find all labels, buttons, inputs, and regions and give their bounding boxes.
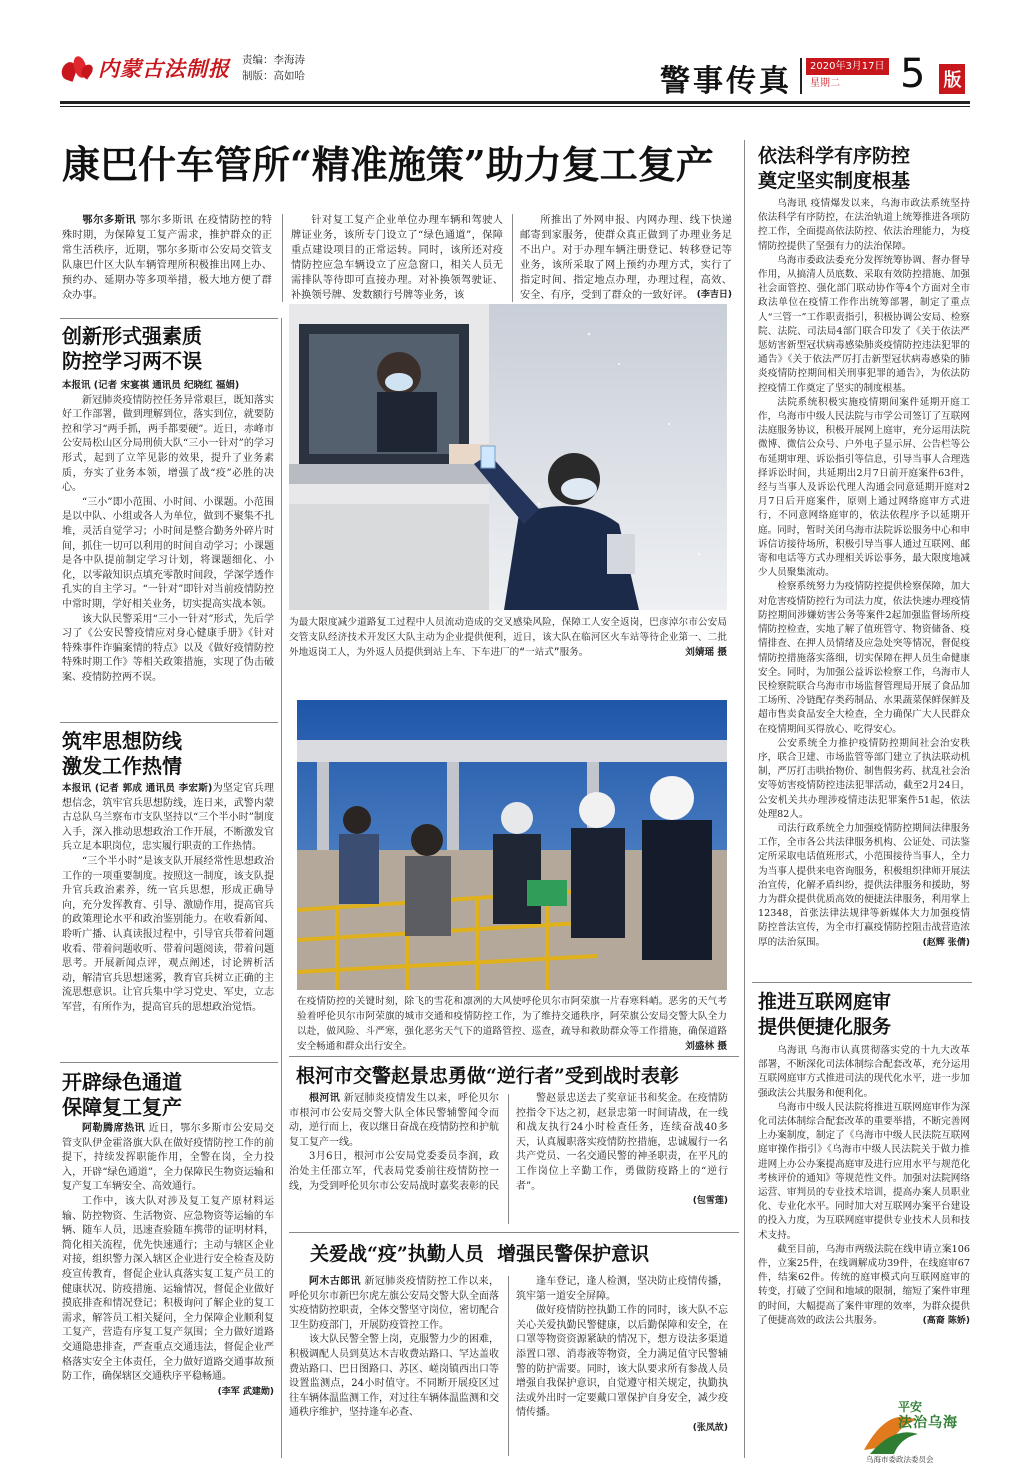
column-divider xyxy=(512,214,513,302)
lead-col-2 xyxy=(291,213,503,305)
court-para: 截至目前，乌海市两级法院在线申请立案106件，立案25件，在线调解成功39件，在线庭审67件，结案62件。传统的庭审模式向互联网庭审的转变，打破了空间和地域的限制，缩短了案件审理的时间，大幅提高了案件审理的效率，为群众提供了便捷高效的政法公共服务。 xyxy=(758,1243,970,1326)
genhe-col2-text: 警赵景忠送去了奖章证书和奖金。在疫情防控指令下达之初，赵景忠第一时间请战，在一线和战友执行24小时检查任务，连续奋战40多天，认真履职落实疫情防控措施，忠诚履行一名共产党员、一名交通民警的神圣职责，在平凡的工作岗位上辛勤工作，勇做防疫路上的“逆行者”。 xyxy=(516,1093,728,1192)
law-para: 乌海市委政法委充分发挥统筹协调、督办督导作用，从搞清人员底数、采取有效防控措施、加强社会面管控、强化部门联动协作等4个方面对全市政法单位在疫情工作作出统筹部署，制定了重点人“三管一”工作职责指引，积极协调公安局、检察院、法院、司法局4部门联合印发了《关于依法严惩妨害新型冠状病毒感染肺炎疫情防控违法犯罪的通告》《关于依法严厉打击新型冠状病毒感染的肺炎疫情防控期间相关刑事犯罪的通告》，为依法防控疫情工作奠定了坚实的制度根基。 xyxy=(758,254,970,394)
ideology-para: “三个半小时”是该支队开展经常性思想政治工作的一项重要制度。按照这一制度，该支队提升官兵政治素养，统一官兵思想，形成正确导向，充分发挥教育、引导、激励作用，提高官兵的政策理论水平和政治鉴别能力。在收看新闻、聆听广播、认真读报过程中，引导官兵带着问题收看、带着问题收听、带着问题阅读，带着问题思考。开展新闻点评，观点阐述，讨论辨析活动，解清官兵思想迷雾，教育官兵树立正确的主流思想意识。让官兵集中学习党史、军史，立志军营，有所作为，提高官兵的思想政治觉悟。 xyxy=(62,855,274,1013)
green-headline-line2: 保障复工复产 xyxy=(62,1095,182,1119)
photo1-caption xyxy=(289,615,727,677)
producer-name: 制版：高如哈 xyxy=(242,70,305,82)
genhe-col-1 xyxy=(289,1092,499,1227)
study-headline xyxy=(62,324,272,374)
column-divider xyxy=(282,214,283,302)
masthead-rule xyxy=(60,101,970,104)
lead-col2-text: 针对复工复产企业单位办理车辆和驾驶人牌证业务，该所专门设立了“绿色通道”，保障重点建设项目的正常运转。同时，该所还对疫情防控应急车辆设立了应急窗口，相关人员无需排队等待即可直接办理。对补换领驾驶证、补换领号牌、发数额行号牌等业务，该 xyxy=(291,215,503,302)
green-para: 工作中，该大队对涉及复工复产原材料运输、防控物资、生活物资、应急物资等运输的车辆、随车人员，迅速查验随车携带的证明材料，简化相关流程，优先快速通行；主动与辖区企业对接，组织警力深入辖区企业进行安全检查及防疫宣传教育，督促企业认真落实复工复产员工的健康状况、防疫措施、运输情况，督促企业做好摸底排查和情况登记；积极询问了解企业的复工需求，解答员工相关疑问，全力保障企业顺利复工复产，营造有序复工复产氛围；全力做好道路交通隐患排查，严查重点交通违法，督促企业严格落实安全主体责任，全力做好道路交通事故预防工作，确保辖区交通秩序平稳畅通。 xyxy=(62,1195,274,1383)
photo-train-station xyxy=(289,304,727,610)
study-body xyxy=(62,379,274,717)
court-headline xyxy=(758,990,970,1040)
protect-headline: 关爱战“疫”执勤人员 增强民警保护意识 xyxy=(310,1243,650,1265)
photo2-caption xyxy=(297,994,727,1052)
ideology-body xyxy=(62,782,274,1062)
section-rule xyxy=(60,1062,278,1063)
paper-name: 内蒙古法制报 xyxy=(98,56,230,81)
law-para: 公安系统全力推护疫情防控期间社会治安秩序，联合卫建、市场监管等部门建立了执法联动机制，严厉打击哄抬物价、制售假劣药、扰乱社会治安等妨害疫情防控违法犯罪活动，截至2月24日，公安机关共办理涉疫情违法犯罪案件51起，依法处理82人。 xyxy=(758,737,970,820)
page-label: 版 xyxy=(939,64,965,94)
green-headline xyxy=(62,1070,272,1120)
masthead xyxy=(60,40,970,100)
genhe-headline: 根河市交警赵景忠勇做“逆行者”受到战时表彰 xyxy=(296,1065,679,1087)
masthead-rule-thin xyxy=(60,106,970,107)
column-divider xyxy=(281,318,282,1458)
editor-name: 责编：李海涛 xyxy=(242,54,305,66)
section-rule xyxy=(752,982,972,983)
study-headline-line2: 防控学习两不误 xyxy=(62,349,202,373)
logo-line1: 平安 xyxy=(898,1400,923,1414)
green-body xyxy=(62,1122,274,1452)
study-para: 该大队民警采用“三小一针对”形式，先后学习了《公安民警疫情应对身心健康手册》《针对特殊事件诈骗案情的特点》以及《做好疫情防控特殊时期工作》等相关政策措施，实现了伪击破案、疫情防控两不误。 xyxy=(62,613,274,683)
photo-train-station-image xyxy=(289,304,727,610)
protect-col2-text: 逢车登记，逢人检测，坚决防止疫情传播，筑牢第一道安全屏障。 xyxy=(516,1276,728,1302)
ideology-para: 为坚定官兵理想信念，筑牢官兵思想防线，连日来，武警内蒙古总队乌兰察布市支队坚持以“三个半小时”制度入手，深入推动思想政治工作开展，不断激发官兵立足本职岗位，忠实履行职责的工作热情。 xyxy=(62,783,274,853)
protect-col-2 xyxy=(516,1275,728,1460)
ping-an-wuhai-logo xyxy=(858,1396,976,1466)
section-rule xyxy=(60,722,278,723)
court-headline-line1: 推进互联网庭审 xyxy=(758,991,892,1013)
law-headline-line1: 依法科学有序防控 xyxy=(758,145,911,167)
court-para: 乌海市中级人民法院将推进互联网庭审作为深化司法体制综合配套改革的重要举措，不断完善网上办案制度，制定了《乌海市中级人民法院互联网庭审操作指引》《乌海市中级人民法院关于做力推进网上办公办案提高庭审及进行应用水平与规范化考核评价的通知》等规范性文件。加强对法院网络运营、审判员的专业技术培训，提高办案人员职业化、专业化水平。同时加大对互联网办案平台建设的投入力度，为互联网庭审提供专业技术人员和技术支持。 xyxy=(758,1101,970,1241)
section-rule xyxy=(289,1056,739,1057)
protect-col-1 xyxy=(289,1275,499,1460)
study-headline-line1: 创新形式强素质 xyxy=(62,324,202,348)
law-body xyxy=(758,197,970,977)
editor-credits xyxy=(242,52,305,84)
law-para: 检察系统努力为疫情防控提供检察保障，加大对危害疫情防控行为司法力度，依法快速办理疫情防控期间涉嫌妨害公务等案件2起加强监督场所疫情防控检查，实地了解了值班管守、物资储备、疫情排查、在押人员情绪及应急处突等情况，督促疫情防控措施落实落细，切实保障在押人员生命健康安全。同时，为加强公益诉讼检察工作，乌海市人民检察院联合乌海市市场监督管理局开展了食品加工场所、冷链配存类药制品、水果蔬菜保鲜保鲜及超市售卖食品安全大检查，全力确保广大人民群众在疫情期间买得放心、吃得安心。 xyxy=(758,581,970,735)
law-para: 司法行政系统全力加强疫情防控期间法律服务工作，全市各公共法律服务机构、公证处、司法鉴定所采取电话值班形式，小范围接待当事人，全力为当事人提供来电咨询服务，积极组织律师开展法治宣传，化解矛盾纠纷，提供法律服务和援助，努力为群众提供优质高效的便捷法律服务，利用掌上12348，首张法律法规律等新媒体大力加强疫情防控普法宣传，为全市打赢疫情防控阻击战营造浓厚的法治氛围。 xyxy=(758,822,970,948)
lead-col-1 xyxy=(62,213,272,305)
ideology-headline-line1: 筑牢思想防线 xyxy=(62,729,182,753)
ideology-headline-line2: 激发工作热情 xyxy=(62,754,182,778)
green-para: 近日，鄂尔多斯市公安局交管支队伊金霍洛旗大队在做好疫情防控工作的前提下，持续发挥职能作用，全警在岗，全力投入，开辟“绿色通道”，全力保障民生物资运输和复产复工车辆安全、高效通行。 xyxy=(62,1123,274,1193)
court-credit: (高裔 陈娇) xyxy=(922,1315,970,1326)
protect-col1b-text: 该大队民警全警上岗，克服警力少的困难，积极调配人员到莫达木吉收费站路口、罕达盖收费站路口、巴日图路口、苏区、嵯岗镇西出口等设置监测点，24小时值守。不同断开展疫区过往车辆体温监测工作，对过往车辆体温监测和交通秩序维护，坚持逢车必查、 xyxy=(289,1334,499,1419)
issue-weekday: 星期二 xyxy=(810,78,840,89)
law-para: 乌海讯 疫情爆发以来，乌海市政法系统坚持依法科学有序防控，在法治轨道上统筹推进各项防控工作，全面提高依法防控、依法治理能力，为疫情防控提供了坚强有力的法治保障。 xyxy=(758,198,970,252)
page-indicator xyxy=(900,50,970,97)
logo-line2: 法治乌海 xyxy=(898,1415,958,1431)
study-byline: 本报讯 (记者 宋宴祺 通讯员 纪晓红 福娟) xyxy=(62,380,240,391)
protect-col1-text: 新冠肺炎疫情防控工作以来，呼伦贝尔市新巴尔虎左旗公安局交警大队全面落实疫情防控职责，全体交警坚守岗位，密切配合卫生防疫部门，开展防疫管控工作。 xyxy=(289,1276,499,1331)
photo-checkpoint xyxy=(297,700,727,990)
study-para: 新冠肺炎疫情防控任务异常艰巨，既知落实好工作部署，做到理解到位，落实到位，就要防控和学习“两手抓，两手都要硬”。近日，赤峰市公安局松山区分局刑侦大队“三小一针对”的学习形式，起到了立竿见影的效果，提升了业务素质，夯实了业务本领，增强了战“疫”必胜的决心。 xyxy=(62,394,274,494)
green-credit: (李军 武建勋) xyxy=(217,1386,274,1397)
photo2-caption-text: 在疫情防控的关键时刻，除飞的雪花和凛冽的大风使呼伦贝尔市阿荣旗一片春寒料峭。恶劣的天气考验着呼伦贝尔市阿荣旗的城市交通和疫情防控工作，为了维持交通秩序，阿荣旗公安局交警大队全力以赴，做风险、斗严寒，强化恶劣天气下的道路管控、巡查，疏导和救助群众等工作措施，确保道路安全畅通和群众出行安全。 xyxy=(297,996,727,1052)
ideology-byline: 本报讯 (记者 郭成 通讯员 李宏斯) xyxy=(62,783,213,794)
lead-credit: (李吉日) xyxy=(696,290,732,301)
newspaper-logo xyxy=(60,50,230,86)
study-para: “三小”即小范围、小时间、小课题。小范围是以中队、小组或各人为单位，做到不聚集不扎堆，灵活自觉学习；小时间是整合勤务外碎片时间，抓住一切可以利用的时间自动学习；小课题是各中队提前制定学习计划，将课题细化、小化，以零敲知识点填充零散时间段，学深学透作孔实的自主学习。“一针对”即针对当前疫情防控中常时期，学好相关业务，切实提高实战本领。 xyxy=(62,496,274,610)
law-para: 法院系统积极实施疫情期间案件延期开庭工作，乌海市中级人民法院与市学公司签订了互联网法庭服务协议，积极开展网上庭审，充分运用法院微博、微信公众号、户外电子显示屏、公告栏等公布延期审理、诉讼指引等信息，引导当事人合理选择诉讼时间，共延期出2月7日前开庭案件63件，经与当事人及诉讼代理人沟通会同意延期开庭对2月7日后开庭案件，原则上通过网络庭审方式进行，不同意网络庭审的，依法依程序予以延期开庭。同时，暂时关闭乌海市法院诉讼服务中心和申诉信访接待场所，积极引导当事人通过互联网、邮寄和电话等方式办理相关诉讼事务，最大限度地减少人员聚集流动。 xyxy=(758,396,970,579)
flame-logo-icon xyxy=(60,54,94,82)
lead-col-3 xyxy=(520,213,732,305)
green-byline: 阿勒腾席热讯 xyxy=(82,1123,145,1134)
court-headline-line2: 提供便捷化服务 xyxy=(758,1016,892,1038)
protect-dateline: 阿木古郎讯 xyxy=(309,1276,361,1287)
logo-text-block xyxy=(898,1400,976,1432)
column-divider xyxy=(508,1094,509,1224)
column-divider xyxy=(508,1276,509,1456)
column-divider xyxy=(744,140,745,1458)
photo1-caption-text: 为最大限度减少道路复工过程中人员流动造成的交叉感染风险，保障工人安全返岗，巴彦淖尔市公安局交管支队经济技术开发区大队主动为企业提供便利，近日，该大队在临河区火车站等待企业第一、二批外地返岗工人，为外返人员提供到站上车、下车进厂的“一站式”服务。 xyxy=(289,617,727,658)
ideology-headline xyxy=(62,729,272,779)
lead-col1-text: 鄂尔多斯讯 在疫情防控的特殊时期，为保障复工复产需求，推护群众的正常生活秩序，近期，鄂尔多斯市公安局交管支队康巴什区大队车辆管理所积极推出网上办、预约办、延期办等多项举措，极大地方便了群众办事。 xyxy=(62,215,272,302)
genhe-col1-text: 新冠肺炎疫情发生以来，呼伦贝尔市根河市公安局交警大队全体民警辅警闻令而动，逆行而上，夜以继日奋战在疫情防控和护航复工复产一线。 xyxy=(289,1093,499,1148)
court-para: 乌海讯 乌海市认真贯彻落实党的十九大改革部署，不断深化司法体制综合配套改革，充分运用互联网庭审方式推进司法的现代化水平，进一步加强政法公共服务和便利化。 xyxy=(758,1045,970,1099)
green-headline-line1: 开辟绿色通道 xyxy=(62,1070,182,1094)
page-number: 5 xyxy=(900,51,926,97)
genhe-col-2 xyxy=(516,1092,728,1227)
section-rule xyxy=(289,1232,739,1233)
court-body xyxy=(758,1044,970,1392)
date-box xyxy=(800,58,894,94)
section-rule xyxy=(60,318,278,319)
law-headline xyxy=(758,144,970,194)
logo-line3: 乌海市委政法委员会 xyxy=(866,1455,934,1464)
protect-credit: (张凤故) xyxy=(692,1422,728,1433)
law-headline-line2: 奠定坚实制度根基 xyxy=(758,170,911,192)
lead-dateline: 鄂尔多斯讯 xyxy=(82,215,137,226)
photo1-credit: 刘婧瑶 摄 xyxy=(685,647,727,658)
protect-col2b-text: 做好疫情防控执勤工作的同时，该大队不忘关心关爱执勤民警健康，以后勤保障和安全，在口罩等物资资源紧缺的情况下，想方设法多渠道添置口罩、消毒液等物资，全力满足值守民警辅警的防护需要。同时，该大队要求所有参战人员增强自我保护意识，自觉遵守相关规定，执勤执法或外出时一定要戴口罩保护自身安全，减少疫情传播。 xyxy=(516,1305,728,1419)
section-title: 警事传真 xyxy=(660,64,792,99)
photo-checkpoint-image xyxy=(297,700,727,990)
photo2-credit: 刘盛林 摄 xyxy=(685,1041,727,1052)
genhe-dateline: 根河讯 xyxy=(309,1093,341,1104)
issue-date: 2020年3月17日 xyxy=(806,58,889,75)
genhe-col1b-text: 3月6日，根河市公安局党委委员李润，政治处主任邵立军，代表局党委前往疫情防控一线，为受到呼伦贝尔市公安局战时嘉奖表彰的民 xyxy=(289,1151,499,1192)
lead-headline: 康巴什车管所“精准施策”助力复工复产 xyxy=(62,142,714,187)
lead-col3-text: 所推出了外网申报、内网办理、线下快递邮寄到家服务，使群众真正做到了办理业务足不出户。对于办理车辆注册登记、转移登记等业务，该所采取了网上预约办理方式，实行了指定时间、指定地点办理，办理过程，高效、安全、有序，受到了群众的一致好评。 xyxy=(520,215,732,302)
genhe-credit: (包雪莲) xyxy=(692,1196,728,1207)
law-credit: (赵辉 张倩) xyxy=(922,937,970,948)
